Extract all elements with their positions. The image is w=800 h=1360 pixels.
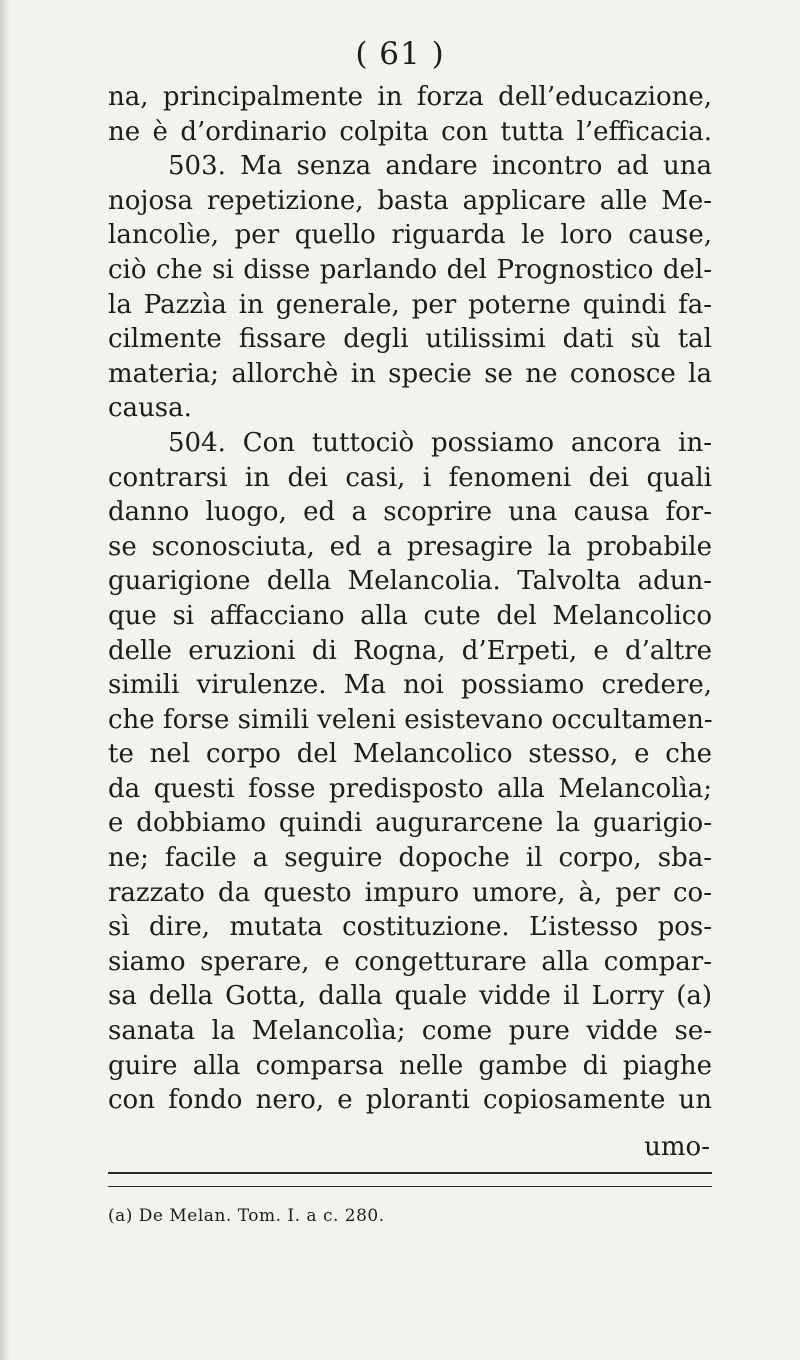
text-line: razzato da questo impuro umore, à, per co- — [108, 877, 712, 908]
text-line: sanata la Melancolìa; come pure vidde se- — [108, 1016, 712, 1047]
text-line: ciò che si disse parlando del Prognostico del- — [108, 254, 712, 285]
text-line: sa della Gotta, dalla quale vidde il Lorry (a) — [108, 981, 712, 1012]
text-line: guarigione della Melancolia. Talvolta adun- — [108, 566, 712, 597]
text-line: simili virulenze. Ma noi possiamo credere, — [108, 670, 712, 701]
text-line: delle eruzioni di Rogna, d’Erpeti, e d’altre — [108, 635, 712, 666]
body-text — [108, 80, 712, 1118]
text-line: te nel corpo del Melancolico stesso, e che — [108, 739, 712, 770]
text-line: con fondo nero, e ploranti copiosamente un — [108, 1085, 712, 1116]
text-line: la Pazzìa in generale, per poterne quindi fa- — [108, 289, 712, 320]
text-line: siamo sperare, e congetturare alla compar- — [108, 946, 712, 977]
footnote-rule-top — [108, 1172, 712, 1174]
text-line: sì dire, mutata costituzione. L’istesso pos- — [108, 912, 712, 943]
catchword: umo- — [644, 1132, 710, 1162]
text-line: guire alla comparsa nelle gambe di piaghe — [108, 1050, 712, 1081]
text-line: que si affacciano alla cute del Melancolico — [108, 600, 712, 631]
text-line: contrarsi in dei casi, i fenomeni dei quali — [108, 462, 712, 493]
text-line: na, principalmente in forza dell’educazione, — [108, 82, 712, 112]
footnote-rule-bottom — [108, 1186, 712, 1187]
text-line: cilmente fissare degli utilissimi dati sù tal — [108, 324, 712, 355]
page-edge-shadow — [0, 0, 10, 1360]
text-line: nojosa repetizione, basta applicare alle Me- — [108, 185, 712, 216]
text-line: ne è d’ordinario colpita con tutta l’efficacia. — [108, 116, 712, 147]
text-line: che forse simili veleni esistevano occultamen- — [108, 704, 713, 735]
text-line: 504. Con tuttociò possiamo ancora in- — [168, 427, 712, 458]
page-number: ( 61 ) — [355, 36, 445, 72]
text-line: e dobbiamo quindi augurarcene la guarigio- — [108, 808, 712, 839]
footnote: (a) De Melan. Tom. I. a c. 280. — [108, 1206, 385, 1226]
text-line: ne; facile a seguire dopoche il corpo, sba- — [108, 843, 712, 874]
text-line: se sconosciuta, ed a presagire la probabile — [108, 531, 712, 562]
text-line: lancolìe, per quello riguarda le loro cause, — [108, 220, 712, 251]
text-line: materia; allorchè in specie se ne conosce la — [108, 358, 712, 389]
text-line: 503. Ma senza andare incontro ad una — [168, 151, 712, 182]
text-line: causa. — [108, 393, 192, 424]
text-line: da questi fosse predisposto alla Melancolìa; — [108, 773, 712, 804]
text-line: danno luogo, ed a scoprire una causa for- — [108, 497, 712, 528]
